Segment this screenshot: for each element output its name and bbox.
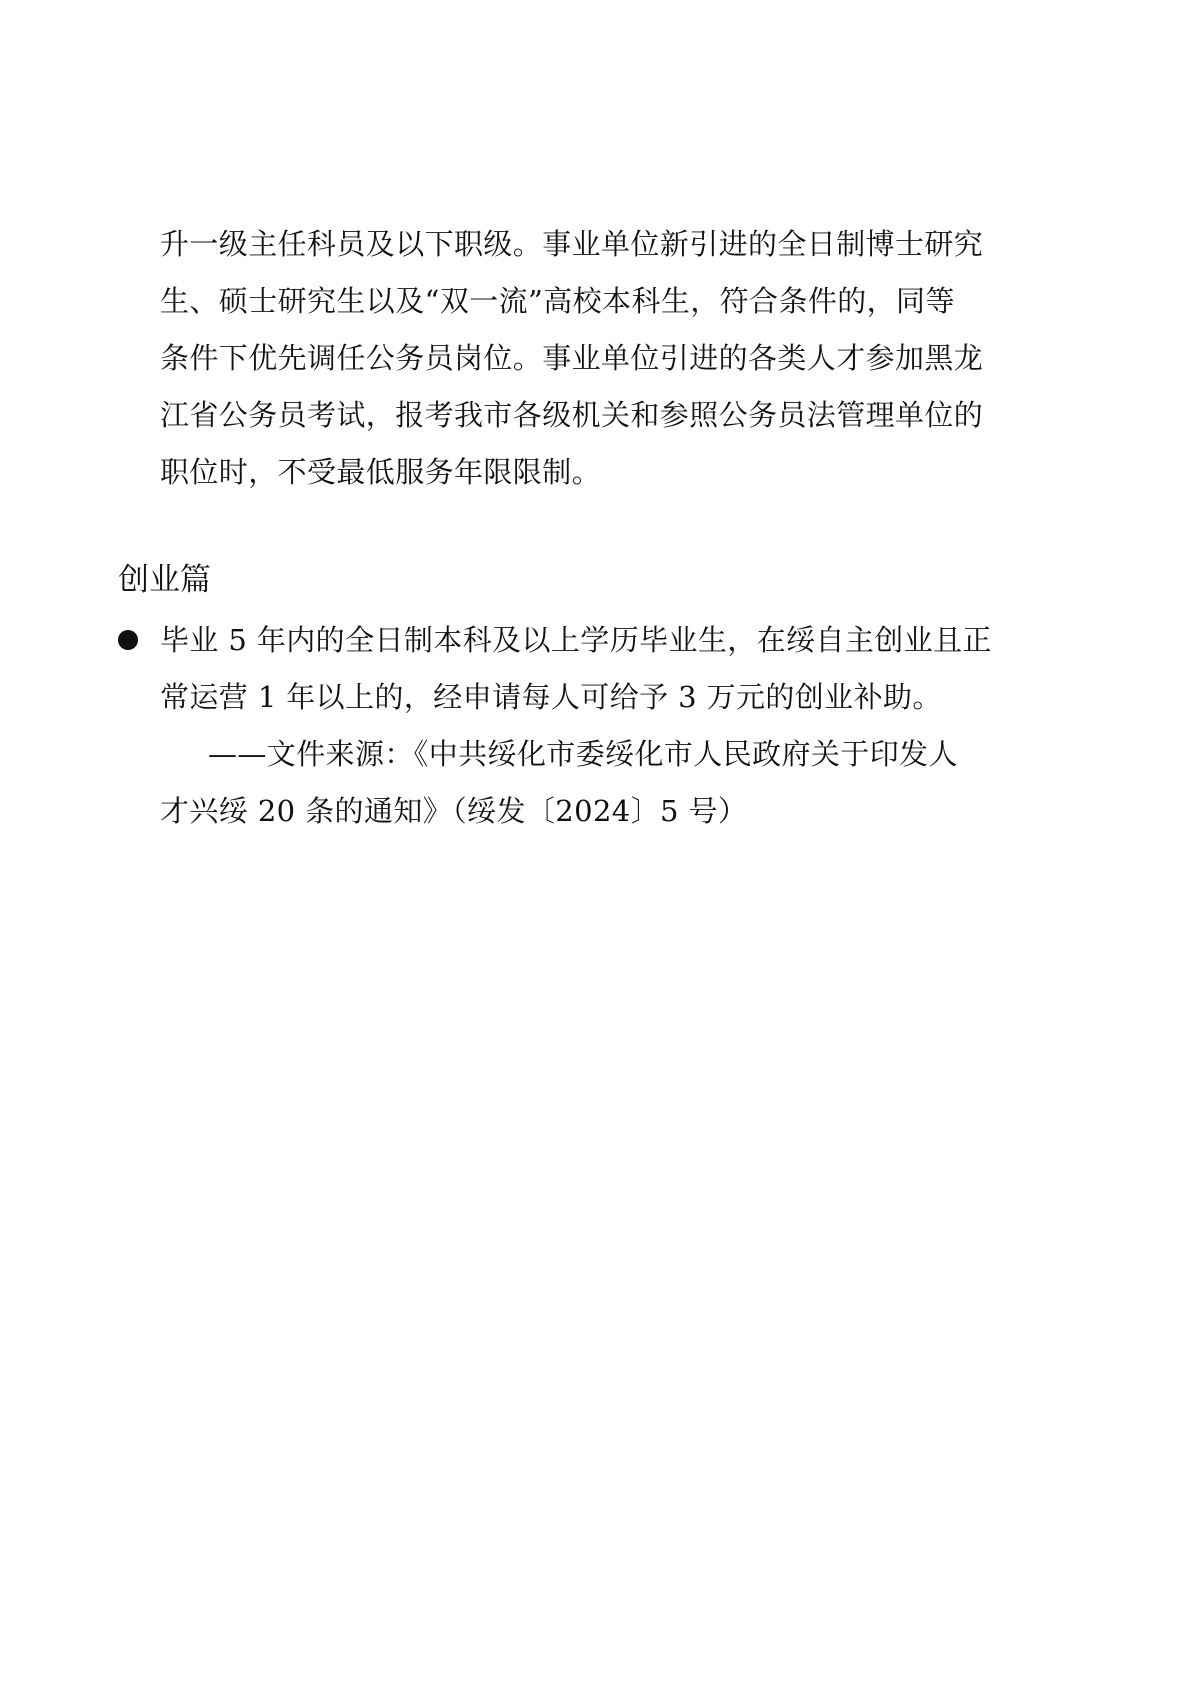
- bullet-text-line: 常运营 1 年以上的，经申请每人可给予 3 万元的创业补助。: [160, 680, 942, 714]
- source-citation-line: ——文件来源：《中共绥化市委绥化市人民政府关于印发人: [208, 737, 958, 771]
- intro-paragraph-line: 职位时，不受最低服务年限限制。: [160, 455, 602, 489]
- intro-paragraph-line: 升一级主任科员及以下职级。事业单位新引进的全日制博士研究: [160, 227, 984, 261]
- bullet-text-line: 毕业 5 年内的全日制本科及以上学历毕业生，在绥自主创业且正: [160, 623, 992, 657]
- source-citation-line: 才兴绥 20 条的通知》（绥发〔2024〕5 号）: [160, 794, 748, 828]
- bullet-icon: [118, 630, 138, 650]
- intro-paragraph-line: 生、硕士研究生以及“双一流”高校本科生，符合条件的，同等: [160, 284, 955, 318]
- section-heading: 创业篇: [118, 562, 211, 598]
- intro-paragraph-line: 条件下优先调任公务员岗位。事业单位引进的各类人才参加黑龙: [160, 341, 984, 375]
- intro-paragraph-line: 江省公务员考试，报考我市各级机关和参照公务员法管理单位的: [160, 398, 984, 432]
